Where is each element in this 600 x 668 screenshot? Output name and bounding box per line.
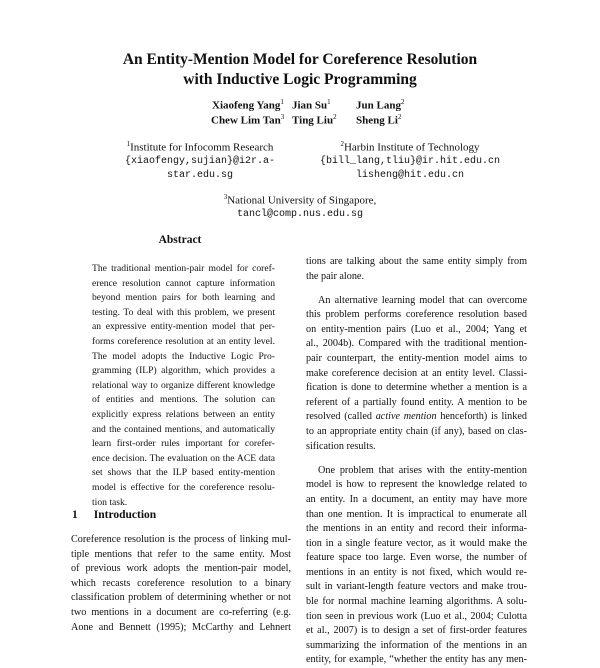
emphasis: active mention — [375, 411, 437, 423]
right-column-body — [306, 255, 527, 668]
aff-email: lisheng@hit.edu.cn — [355, 169, 465, 181]
author-sup: 2 — [397, 113, 402, 121]
author — [292, 110, 337, 129]
section-heading-introduction — [72, 509, 156, 521]
text-line: relational way to organize different knowledge — [92, 379, 275, 391]
text-line: two mentions in a document are co-referring (e.g. — [71, 606, 291, 618]
paragraph — [92, 262, 275, 510]
text-line: an expressive entity-mention model that per- — [92, 321, 275, 333]
paragraph — [306, 464, 527, 668]
affiliation-2 — [320, 137, 500, 183]
text-line: tion task. — [92, 496, 128, 508]
text-line: on entity-mention pairs (Luo et al., 2004; Yang et — [306, 323, 527, 335]
text-line: sification results. — [306, 440, 376, 452]
text-line: feature space too large. Even worse, the number of — [306, 552, 527, 564]
paper-title — [0, 50, 600, 90]
text-line: set shows that the ILP based entity-mention — [92, 467, 275, 479]
aff-name: Harbin Institute of Technology — [343, 141, 480, 154]
paragraph — [306, 294, 527, 455]
author-sup: 2 — [400, 98, 405, 106]
author-name: Jian Su — [292, 99, 328, 112]
text-line: The traditional mention-pair model for coref- — [92, 263, 275, 274]
text-line: sult in variant-length feature vectors and make trou- — [306, 581, 527, 593]
author-name: Sheng Li — [356, 114, 398, 127]
text-line: tion seen in previous work (Luo et al., 2004; Culotta — [306, 610, 527, 622]
text-line: al., 2004b). Compared with the traditional mention- — [306, 338, 527, 350]
title-line: An Entity-Mention Model for Coreference Resolution — [122, 51, 478, 68]
section-number: 1 — [72, 509, 78, 521]
text-line: tions are talking about the same entity simply from — [306, 256, 527, 267]
text-line: tion in a single feature vector, as it would make the — [306, 537, 527, 549]
abstract-heading: Abstract — [158, 234, 202, 246]
text-line: gramming (ILP) algorithm, which provides a — [92, 365, 275, 377]
text-line: to an appropriate entity chain (if any), based on clas- — [306, 426, 527, 438]
text-line: of entities and mentions. The solution can — [92, 394, 275, 406]
text-line: and the contained mentions, and automatically — [92, 423, 275, 435]
text-line: entity, for example, “whether the entity has any men- — [306, 654, 527, 666]
introduction-body — [71, 533, 291, 635]
text-line: explicitly express relations between an entity — [92, 408, 275, 420]
text-line: the pair alone. — [306, 270, 364, 282]
text-line: beyond mention pairs for both learning and — [92, 292, 275, 304]
aff-email: tancl@comp.nus.edu.sg — [236, 208, 364, 220]
text-line: the mentions in an entity and record their informa- — [306, 523, 527, 535]
aff-email: {xiaofengy,sujian}@i2r.a-star.edu.sg — [124, 155, 276, 181]
text-line: an entity. In a document, an entity may have more — [306, 493, 527, 505]
aff-sup: 2 — [340, 140, 344, 148]
author-name: Ting Liu — [292, 114, 334, 127]
text-line: mentions in an entity is not fixed, which would re- — [306, 566, 527, 578]
text-line: of previous work adopts the mention-pair model, — [71, 563, 291, 575]
text-line: model is effective for the coreference resolu- — [92, 481, 275, 493]
text-line: this problem performs coreference resolution based — [306, 309, 527, 321]
text-line: model is how to represent the knowledge related to — [306, 479, 527, 491]
aff-sup: 1 — [126, 140, 131, 148]
text-line: pair counterpart, the entity-mention model aims to — [306, 353, 527, 365]
author-name: Jun Lang — [356, 99, 401, 112]
author — [211, 110, 284, 129]
title-line: with Inductive Logic Programming — [183, 71, 417, 88]
text-line: One problem that arises with the entity-mention — [318, 464, 527, 476]
author-sup: 2 — [333, 113, 337, 121]
affiliation-3 — [180, 190, 420, 222]
text-line: Aone and Bennett (1995); McCarthy and Lehnert — [71, 621, 291, 633]
aff-name: Institute for Infocomm Research — [130, 141, 274, 154]
text-line: forms coreference resolution at an entity level. — [92, 335, 275, 347]
paragraph — [306, 255, 527, 284]
aff-email: {bill_lang,tliu}@ir.hit.edu.cn — [320, 155, 501, 167]
text-line: Coreference resolution is the process of linking mul- — [71, 534, 291, 545]
text-line: An alternative learning model that can overcome — [318, 294, 527, 306]
author-name: Chew Lim Tan — [211, 114, 281, 127]
text-line: classification problem of determining whether or not — [71, 592, 291, 604]
text-line: make coreference decision at an entity level. Classi- — [306, 367, 527, 379]
text-line: tiple mentions that refer to the same entity. Most — [71, 548, 291, 560]
text-line: referent of a partially found entity. A mention to be — [306, 396, 527, 408]
affiliation-1 — [100, 137, 300, 183]
section-title: Introduction — [93, 509, 157, 521]
text-line: which recasts coreference resolution to a binary — [71, 577, 291, 589]
text-line: The model adopts the Inductive Logic Pro- — [92, 350, 275, 362]
text-line: et al., 2007) is to design a set of first-order features — [306, 625, 527, 637]
text-line: ence decision. The evaluation on the ACE data — [92, 452, 275, 464]
text-line: resolved (called active mention henceforth) is linked — [306, 411, 527, 423]
author-sup: 1 — [327, 98, 331, 106]
text-line: ble for normal machine learning algorithms. A solu- — [306, 596, 527, 608]
author-name: Xiaofeng Yang — [212, 99, 281, 112]
author-sup: 1 — [280, 98, 284, 106]
abstract-body — [92, 262, 275, 510]
paragraph — [71, 533, 291, 635]
aff-sup: 3 — [223, 193, 228, 201]
text-line: summarizing the information of the mentions in an — [306, 639, 527, 651]
author-sup: 3 — [280, 113, 285, 121]
text-line: than one mention. It is impractical to enumerate all — [306, 508, 527, 520]
author — [356, 110, 401, 129]
text-line: fication is done to determine whether a mention is a — [306, 382, 527, 394]
text-line: learn first-order rules important for corefer- — [92, 438, 275, 450]
text-line: erence resolution cannot capture information — [92, 277, 275, 289]
text-line: testing. To deal with this problem, we present — [92, 306, 275, 318]
aff-name: National University of Singapore, — [227, 194, 377, 207]
